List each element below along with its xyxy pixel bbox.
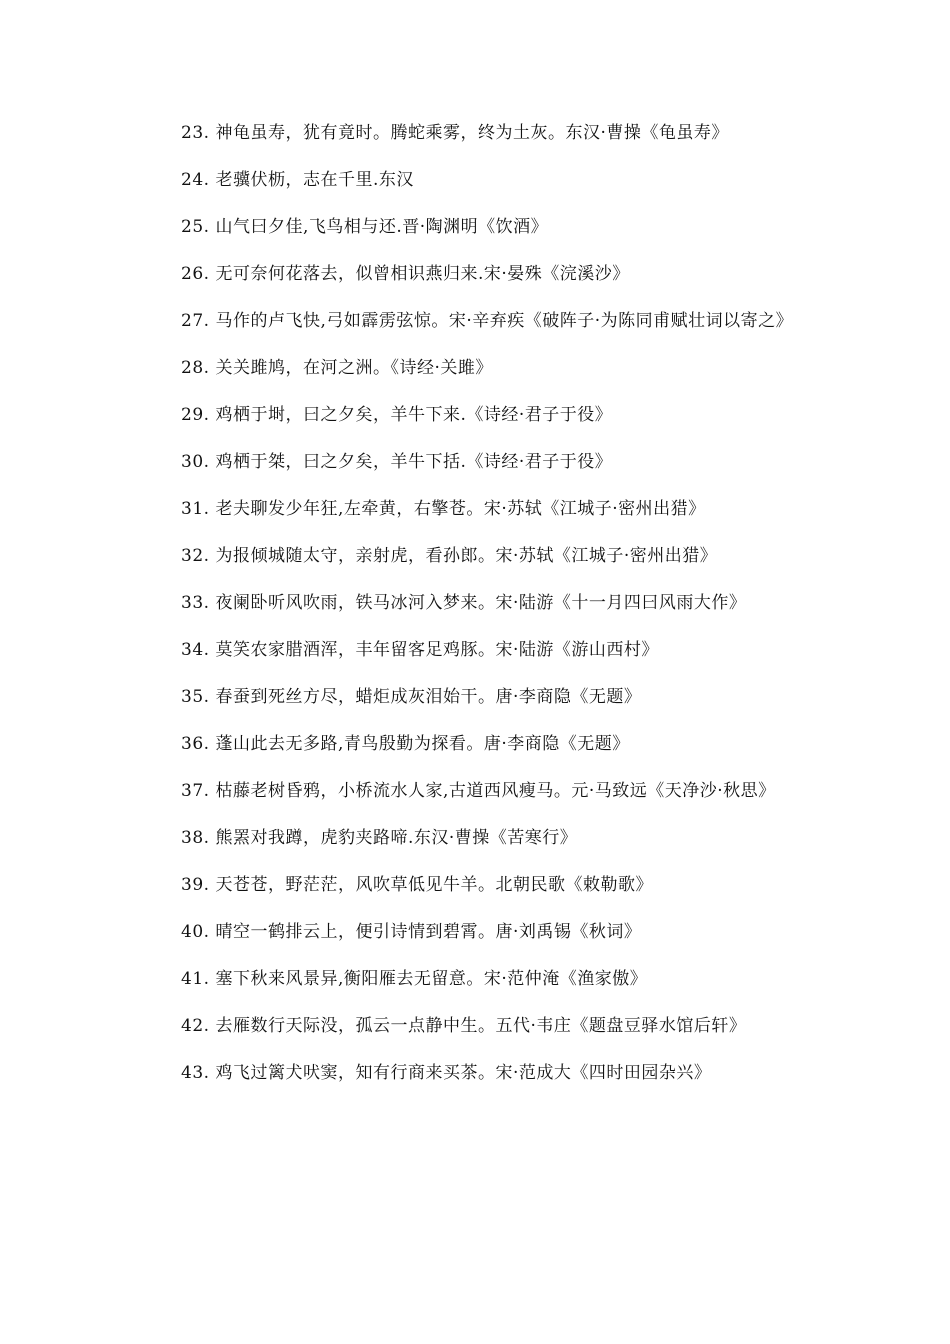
list-item: 32. 为报倾城随太守，亲射虎，看孙郎。宋·苏轼《江城子·密州出猎》 [181, 546, 718, 566]
list-item: 28. 关关雎鸠，在河之洲。《诗经·关雎》 [181, 358, 493, 378]
list-item: 42. 去雁数行天际没，孤云一点静中生。五代·韦庄《题盘豆驿水馆后轩》 [181, 1016, 747, 1036]
list-item: 30. 鸡栖于桀，曰之夕矣，羊牛下括.《诗经·君子于役》 [181, 452, 613, 472]
list-item: 38. 熊罴对我蹲，虎豹夹路啼.东汉·曹操《苦寒行》 [181, 828, 578, 848]
list-item: 24. 老骥伏枥，志在千里.东汉 [181, 170, 414, 190]
list-item: 25. 山气曰夕佳,飞鸟相与还.晋·陶渊明《饮酒》 [181, 217, 549, 237]
list-item: 34. 莫笑农家腊酒浑，丰年留客足鸡豚。宋·陆游《游山西村》 [181, 640, 659, 660]
list-item: 41. 塞下秋来风景异,衡阳雁去无留意。宋·范仲淹《渔家傲》 [181, 969, 648, 989]
list-item: 23. 神龟虽寿，犹有竟时。腾蛇乘雾，终为土灰。东汉·曹操《龟虽寿》 [181, 123, 729, 143]
list-item: 40. 晴空一鹤排云上，便引诗情到碧霄。唐·刘禹锡《秋词》 [181, 922, 642, 942]
list-item: 33. 夜阑卧听风吹雨，铁马冰河入梦来。宋·陆游《十一月四曰风雨大作》 [181, 593, 747, 613]
list-item: 37. 枯藤老树昏鸦，小桥流水人家,古道西风瘦马。元·马致远《天净沙·秋思》 [181, 781, 776, 801]
list-item: 29. 鸡栖于埘，曰之夕矣，羊牛下来.《诗经·君子于役》 [181, 405, 613, 425]
list-item: 31. 老夫聊发少年狂,左牵黄，右擎苍。宋·苏轼《江城子·密州出猎》 [181, 499, 706, 519]
list-item: 43. 鸡飞过篱犬吠窦，知有行商来买茶。宋·范成大《四时田园杂兴》 [181, 1063, 712, 1083]
list-item: 39. 天苍苍，野茫茫，风吹草低见牛羊。北朝民歌《敕勒歌》 [181, 875, 653, 895]
poem-list [145, 122, 810, 1109]
list-item: 26. 无可奈何花落去，似曾相识燕归来.宋·晏殊《浣溪沙》 [181, 264, 630, 284]
list-item: 35. 春蚕到死丝方尽，蜡炬成灰泪始干。唐·李商隐《无题》 [181, 687, 642, 707]
list-item: 27. 马作的卢飞快,弓如霹雳弦惊。宋·辛弃疾《破阵子·为陈同甫赋壮词以寄之》 [181, 311, 794, 331]
list-item: 36. 蓬山此去无多路,青鸟殷勤为探看。唐·李商隐《无题》 [181, 734, 630, 754]
